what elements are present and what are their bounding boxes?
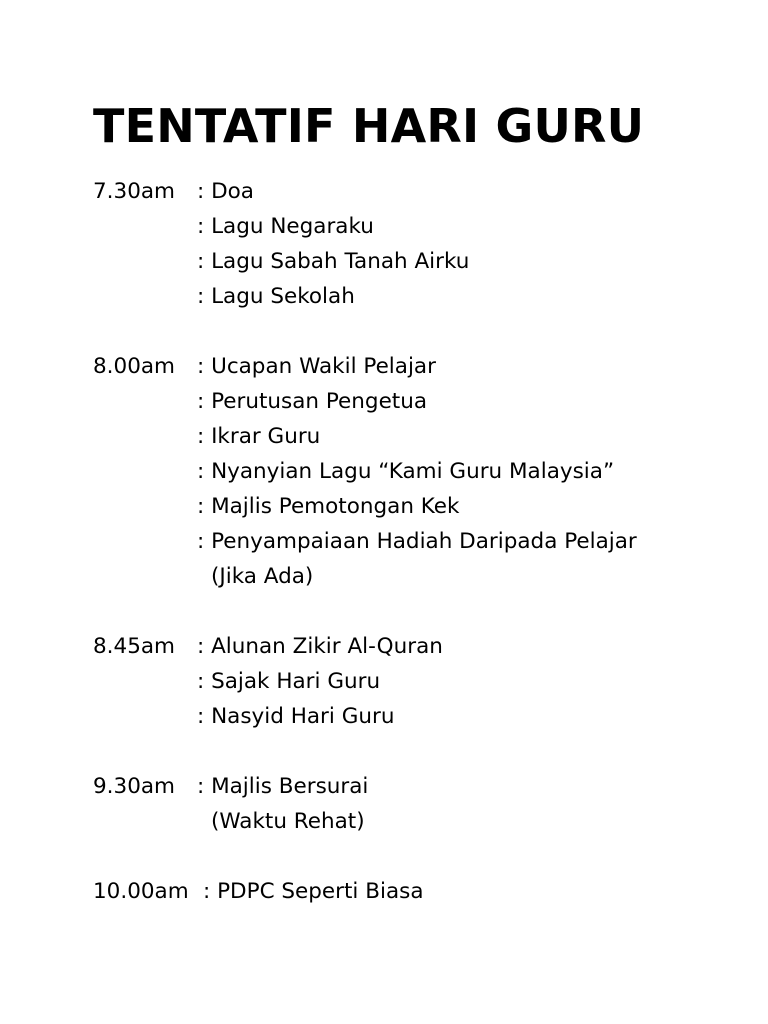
time-label: 9.30am (93, 774, 175, 799)
schedule-block (93, 874, 753, 909)
schedule-line (93, 699, 753, 734)
schedule-item-note: (Waktu Rehat) (211, 809, 365, 834)
schedule-item: : Lagu Negaraku (197, 214, 374, 239)
schedule-line (93, 664, 753, 699)
schedule-item: : Lagu Sekolah (197, 284, 355, 309)
schedule-line (93, 629, 753, 664)
schedule-line (93, 559, 753, 594)
schedule-item: : Penyampaiaan Hadiah Daripada Pelajar (197, 529, 637, 554)
schedule-item: : Doa (197, 179, 254, 204)
schedule-line (93, 524, 753, 559)
schedule-block (93, 769, 753, 839)
schedule-line (93, 874, 753, 909)
schedule-line (93, 419, 753, 454)
schedule-line (93, 489, 753, 524)
schedule-line (93, 349, 753, 384)
schedule-line (93, 769, 753, 804)
schedule-line (93, 244, 753, 279)
schedule-line (93, 174, 753, 209)
schedule-block (93, 349, 753, 594)
schedule-item-note: (Jika Ada) (211, 564, 314, 589)
schedule-item: : Majlis Bersurai (197, 774, 369, 799)
schedule-line (93, 804, 753, 839)
schedule-item: : PDPC Seperti Biasa (203, 879, 424, 904)
schedule-list (93, 174, 753, 944)
time-label: 8.00am (93, 354, 175, 379)
schedule-line (93, 209, 753, 244)
schedule-item: : Nyanyian Lagu “Kami Guru Malaysia” (197, 459, 615, 484)
time-label: 7.30am (93, 179, 175, 204)
schedule-block (93, 629, 753, 734)
schedule-item: : Nasyid Hari Guru (197, 704, 395, 729)
schedule-item: : Perutusan Pengetua (197, 389, 428, 414)
schedule-item: : Ikrar Guru (197, 424, 321, 449)
schedule-line (93, 279, 753, 314)
schedule-item: : Ucapan Wakil Pelajar (197, 354, 436, 379)
page-title: TENTATIF HARI GURU (93, 99, 645, 153)
schedule-line (93, 384, 753, 419)
schedule-item: : Lagu Sabah Tanah Airku (197, 249, 470, 274)
schedule-item: : Sajak Hari Guru (197, 669, 381, 694)
schedule-line (93, 454, 753, 489)
schedule-block (93, 174, 753, 314)
time-label: 10.00am (93, 879, 189, 904)
schedule-item: : Majlis Pemotongan Kek (197, 494, 460, 519)
time-label: 8.45am (93, 634, 175, 659)
schedule-item: : Alunan Zikir Al-Quran (197, 634, 443, 659)
